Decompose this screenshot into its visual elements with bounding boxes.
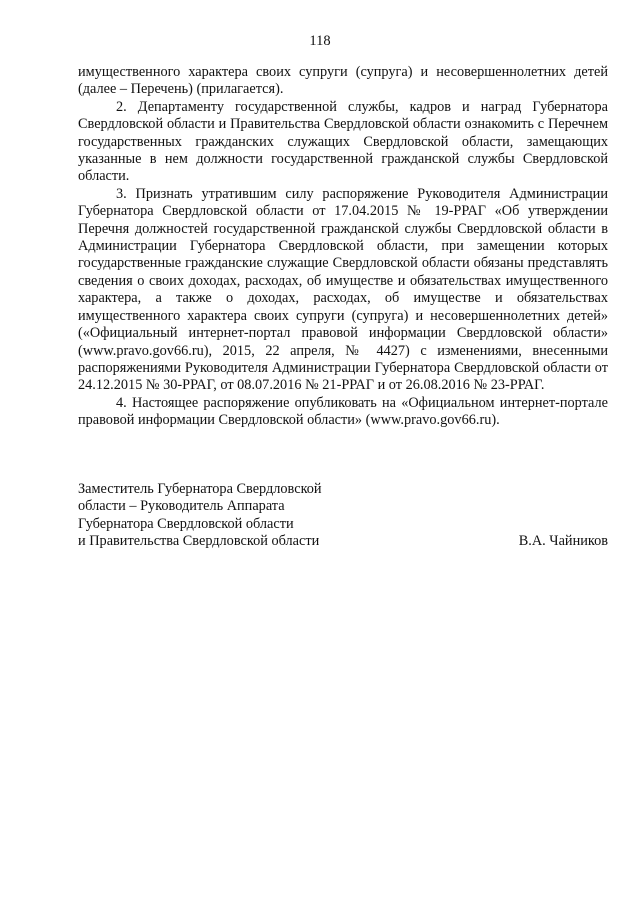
signature-block <box>78 481 608 551</box>
paragraph-item-4: 4. Настоящее распоряжение опубликовать на «Официальном интернет-портале правовой информации Свердловской области» (www.pravo.gov66.ru). <box>78 394 608 429</box>
signer-name: В.А. Чайников <box>518 533 608 550</box>
page-number: 118 <box>309 33 331 49</box>
paragraph-continuation: имущественного характера своих супруги (супруга) и несовершеннолетних детей (далее – Перечень) (прилагается). <box>78 64 608 98</box>
paragraph-item-2: 2. Департаменту государственной службы, кадров и наград Губернатора Свердловской области и Правительства Свердловской области ознакомить с Перечнем государственных гражданских служащих Свердловской области, замещающих указанные в нем должности государственной гражданской службы Свердловской области. <box>78 98 608 185</box>
paragraph-item-3: 3. Признать утратившим силу распоряжение Руководителя Администрации Губернатора Свердловской области от 17.04.2015 № 19-РРАГ «Об утверждении Перечня должностей государственной гражданской службы Свердловской области в Администрации Губернатора Свердловской области, при замещении которых государственные гражданские служащие Свердловской области обязаны представлять сведения о своих доходах, расходах, об имуществе и обязательствах имущественного характера, а также о доходах, расходах, об имуществе и обязательствах имущественного характера своих супруги (супруга) и несовершеннолетних детей» («Официальный интернет-портал правовой информации Свердловской области» (www.pravo.gov66.ru), 2015, 22 апреля, № 4427) с изменениями, внесенными распоряжениями Руководителя Администрации Губернатора Свердловской области от 24.12.2015 № 30-РРАГ, от 08.07.2016 № 21-РРАГ и от 26.08.2016 № 23-РРАГ. <box>78 185 608 394</box>
signer-position-line-3: Губернатора Свердловской области <box>78 515 294 532</box>
signer-position-line-4: и Правительства Свердловской области <box>78 533 320 550</box>
document-body <box>78 64 608 430</box>
signer-position-line-1: Заместитель Губернатора Свердловской <box>78 481 322 497</box>
signer-position-line-2: области – Руководитель Аппарата <box>78 498 285 515</box>
